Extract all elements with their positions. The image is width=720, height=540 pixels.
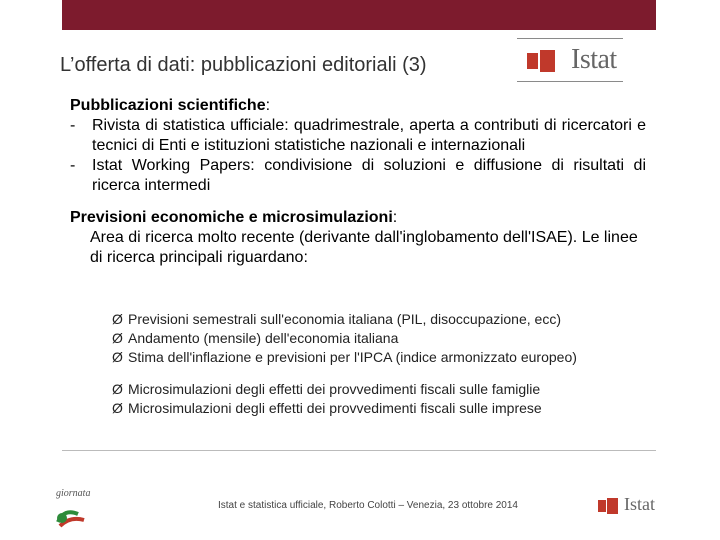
- list-item: Ø Stima dell'inflazione e previsioni per l'IPCA (indice armonizzato europeo): [112, 349, 577, 365]
- section-heading-previsioni: Previsioni economiche e microsimulazioni:: [70, 209, 398, 226]
- logo-rule-top: [517, 38, 623, 39]
- arrow-bullet-icon: Ø: [112, 349, 123, 365]
- arrow-bullet-icon: Ø: [112, 381, 123, 397]
- list-item: Ø Microsimulazioni degli effetti dei provvedimenti fiscali sulle famiglie: [112, 381, 541, 397]
- istat-mark-icon: [598, 498, 618, 514]
- list-item-text: Rivista di statistica ufficiale: quadrimestrale, aperta a contributi di ricercatori e tecnici di Enti e istituzioni statistiche nazionali e internazionali: [92, 117, 646, 154]
- arrow-bullet-icon: Ø: [112, 400, 123, 416]
- dash-bullet: -: [70, 117, 76, 134]
- arrow-list-microsimulazioni: [112, 380, 672, 418]
- istat-logo: [517, 38, 623, 82]
- header-bar: [62, 0, 656, 30]
- list-item: Ø Microsimulazioni degli effetti dei provvedimenti fiscali sulle imprese: [112, 400, 542, 416]
- list-item: [70, 116, 646, 156]
- logo-rule-bottom: [517, 81, 623, 82]
- arrow-list-previsioni: [112, 310, 672, 367]
- arrow-bullet-icon: Ø: [112, 311, 123, 327]
- giornata-logo-text: giornata: [56, 488, 91, 499]
- footer-text: Istat e statistica ufficiale, Roberto Colotti – Venezia, 23 ottobre 2014: [218, 500, 518, 511]
- list-item: Ø Andamento (mensile) dell'economia italiana: [112, 330, 399, 346]
- list-item-text: Istat Working Papers: condivisione di soluzioni e diffusione di risultati di ricerca intermedi: [92, 157, 646, 194]
- section-paragraph: Area di ricerca molto recente (derivante dall'inglobamento dell'ISAE). Le linee di ricerca principali riguardano:: [90, 229, 638, 266]
- list-item: [70, 156, 646, 196]
- slide-body: [70, 96, 646, 268]
- arrow-bullet-icon: Ø: [112, 330, 123, 346]
- istat-mark-icon: [527, 50, 555, 72]
- dash-bullet: -: [70, 157, 76, 174]
- istat-logo-footer: [598, 496, 658, 516]
- istat-wordmark: Istat: [571, 44, 617, 75]
- section-heading-pubblicazioni: Pubblicazioni scientifiche:: [70, 97, 271, 114]
- slide-title: L’offerta di dati: pubblicazioni editoriali (3): [60, 54, 427, 76]
- list-item: Ø Previsioni semestrali sull'economia italiana (PIL, disoccupazione, ecc): [112, 311, 561, 327]
- footer-divider: [62, 450, 656, 451]
- istat-wordmark: Istat: [624, 494, 655, 514]
- giornata-statistica-logo: [50, 484, 94, 532]
